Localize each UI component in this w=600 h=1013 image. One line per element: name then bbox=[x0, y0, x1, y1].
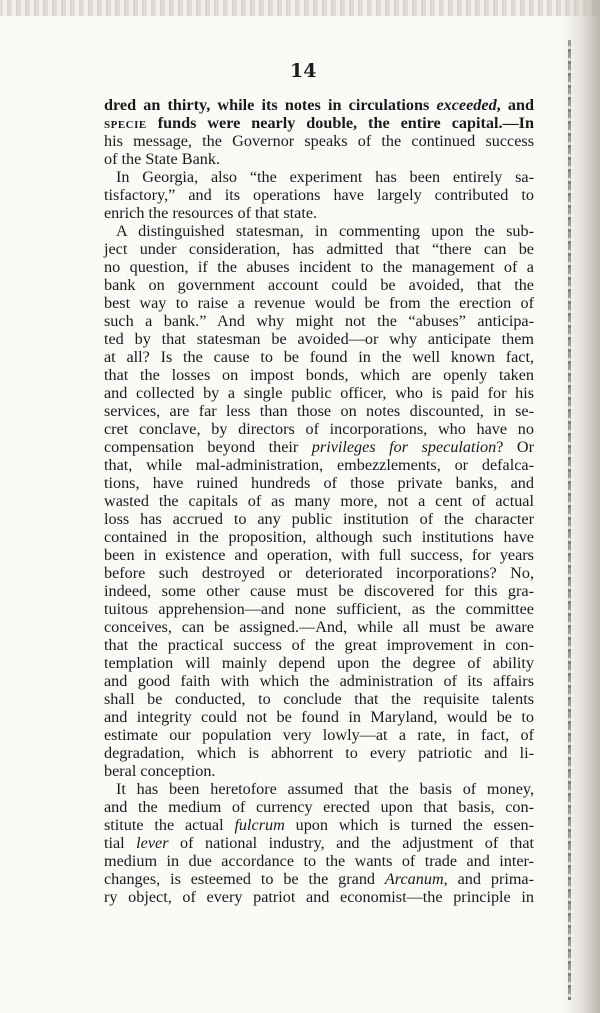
text-line bbox=[104, 762, 534, 780]
text-run: tions, have ruined hundreds of those private banks, and bbox=[104, 474, 534, 492]
text-line bbox=[104, 294, 534, 312]
text-run: , and bbox=[496, 96, 534, 114]
paragraph bbox=[104, 780, 534, 906]
text-run: and collected by a single public officer, who is paid for his bbox=[104, 384, 534, 402]
text-run: and integrity could not be found in Maryland, would be to bbox=[104, 708, 534, 726]
text-run: of the State Bank. bbox=[104, 150, 220, 168]
text-line bbox=[104, 366, 534, 384]
text-run: indeed, some other cause must be discovered for this gra- bbox=[104, 582, 534, 600]
text-line bbox=[104, 798, 534, 816]
text-run: ted by that statesman be avoided—or why anticipate them bbox=[104, 330, 534, 348]
text-line bbox=[104, 780, 534, 798]
text-line bbox=[104, 618, 534, 636]
text-line bbox=[104, 492, 534, 510]
text-run: templation will mainly depend upon the degree of ability bbox=[104, 654, 534, 672]
paragraph bbox=[104, 96, 534, 168]
text-line bbox=[104, 330, 534, 348]
text-run: that, while mal-administration, embezzlements, or defalca- bbox=[104, 456, 534, 474]
text-run: cret conclave, by directors of incorporations, who have no bbox=[104, 420, 534, 438]
text-line bbox=[104, 96, 534, 114]
text-line bbox=[104, 852, 534, 870]
text-run: tial bbox=[104, 834, 137, 852]
text-line bbox=[104, 564, 534, 582]
text-run: such a bank.” And why might not the “abuses” anticipa- bbox=[104, 312, 534, 330]
text-run: exceeded bbox=[436, 96, 497, 114]
text-line bbox=[104, 348, 534, 366]
text-line bbox=[104, 726, 534, 744]
text-run: bank on government account could be avoided, that the bbox=[104, 276, 534, 294]
text-run: medium in due accordance to the wants of trade and inter- bbox=[104, 852, 534, 870]
text-line bbox=[104, 276, 534, 294]
scanned-right-edge-shadow bbox=[560, 0, 600, 1013]
page-gutter-line bbox=[568, 40, 571, 1000]
text-line bbox=[104, 258, 534, 276]
text-line bbox=[104, 474, 534, 492]
text-run: enrich the resources of that state. bbox=[104, 204, 318, 222]
text-run: wasted the capitals of as many more, not a cent of actual bbox=[104, 492, 534, 510]
text-run: ject under consideration, has admitted that “there can be bbox=[104, 240, 534, 258]
text-run: at all? Is the cause to be found in the well known fact, bbox=[104, 348, 534, 366]
text-run: stitute the actual bbox=[104, 816, 235, 834]
text-line bbox=[104, 438, 534, 456]
text-line bbox=[104, 402, 534, 420]
text-run: upon which is turned the essen- bbox=[284, 816, 534, 834]
text-run: of national industry, and the adjustment of that bbox=[168, 834, 535, 852]
text-run: changes, is esteemed to be the grand bbox=[104, 870, 385, 888]
text-line bbox=[104, 672, 534, 690]
text-line bbox=[104, 546, 534, 564]
scanned-top-edge bbox=[0, 0, 600, 16]
text-line bbox=[104, 582, 534, 600]
text-run: degradation, which is abhorrent to every patriotic and li- bbox=[104, 744, 534, 762]
text-line bbox=[104, 114, 534, 132]
text-line bbox=[104, 384, 534, 402]
text-run: funds were nearly double, the entire capital.—In bbox=[146, 114, 534, 132]
text-line bbox=[104, 708, 534, 726]
text-run: and good faith with which the administration of its affairs bbox=[104, 672, 534, 690]
text-line bbox=[104, 150, 534, 168]
text-line bbox=[104, 870, 534, 888]
page-number: 14 bbox=[290, 60, 317, 82]
text-run: specie bbox=[104, 114, 147, 132]
text-run: compensation beyond their bbox=[104, 438, 312, 456]
text-run: lever bbox=[136, 834, 169, 852]
text-run: dred an thirty, while its notes in circulations bbox=[104, 96, 437, 114]
text-run: that the losses on impost bonds, which are openly taken bbox=[104, 366, 534, 384]
text-line bbox=[104, 132, 534, 150]
text-run: no question, if the abuses incident to the management of a bbox=[104, 258, 534, 276]
text-run: and the medium of currency erected upon that basis, con- bbox=[104, 798, 534, 816]
text-line bbox=[104, 816, 534, 834]
text-run: services, are far less than those on notes discounted, in se- bbox=[104, 402, 534, 420]
text-line bbox=[104, 456, 534, 474]
text-line bbox=[104, 636, 534, 654]
text-line bbox=[104, 510, 534, 528]
text-run: loss has accrued to any public institution of the character bbox=[104, 510, 534, 528]
paragraph bbox=[104, 222, 534, 780]
text-run: that the practical success of the great improvement in con- bbox=[104, 636, 534, 654]
text-run: conceives, can be assigned.—And, while all must be aware bbox=[104, 618, 534, 636]
paragraph bbox=[104, 168, 534, 222]
text-run: contained in the proposition, although such institutions have bbox=[104, 528, 534, 546]
text-run: tuitous apprehension—and none sufficient, as the committee bbox=[104, 600, 534, 618]
text-run: , and prima- bbox=[443, 870, 534, 888]
text-line bbox=[104, 528, 534, 546]
text-run: tisfactory,” and its operations have largely contributed to bbox=[104, 186, 534, 204]
text-run: before such destroyed or deteriorated incorporations? No, bbox=[104, 564, 534, 582]
text-run: shall be conducted, to conclude that the requisite talents bbox=[104, 690, 534, 708]
text-line bbox=[104, 186, 534, 204]
text-line bbox=[104, 222, 534, 240]
body-text bbox=[104, 96, 534, 906]
text-line bbox=[104, 834, 534, 852]
text-line bbox=[104, 420, 534, 438]
text-line bbox=[104, 312, 534, 330]
text-line bbox=[104, 654, 534, 672]
text-run: ? Or bbox=[496, 438, 534, 456]
text-run: privileges for speculation bbox=[311, 438, 497, 456]
text-line bbox=[104, 744, 534, 762]
text-run: A distinguished statesman, in commenting upon the sub- bbox=[116, 222, 534, 240]
text-line bbox=[104, 240, 534, 258]
text-run: It has been heretofore assumed that the basis of money, bbox=[116, 780, 534, 798]
text-run: In Georgia, also “the experiment has been entirely sa- bbox=[116, 168, 534, 186]
text-run: best way to raise a revenue would be from the erection of bbox=[104, 294, 534, 312]
text-run: fulcrum bbox=[234, 816, 285, 834]
text-run: estimate our population very lowly—at a rate, in fact, of bbox=[104, 726, 534, 744]
text-run: beral conception. bbox=[104, 762, 216, 780]
text-line bbox=[104, 600, 534, 618]
text-line bbox=[104, 168, 534, 186]
text-run: ry object, of every patriot and economist—the principle in bbox=[104, 888, 534, 906]
text-run: Arcanum bbox=[384, 870, 444, 888]
text-line bbox=[104, 690, 534, 708]
text-run: his message, the Governor speaks of the continued success bbox=[104, 132, 534, 150]
text-run: been in existence and operation, with full success, for years bbox=[104, 546, 534, 564]
text-line bbox=[104, 204, 534, 222]
text-line bbox=[104, 888, 534, 906]
